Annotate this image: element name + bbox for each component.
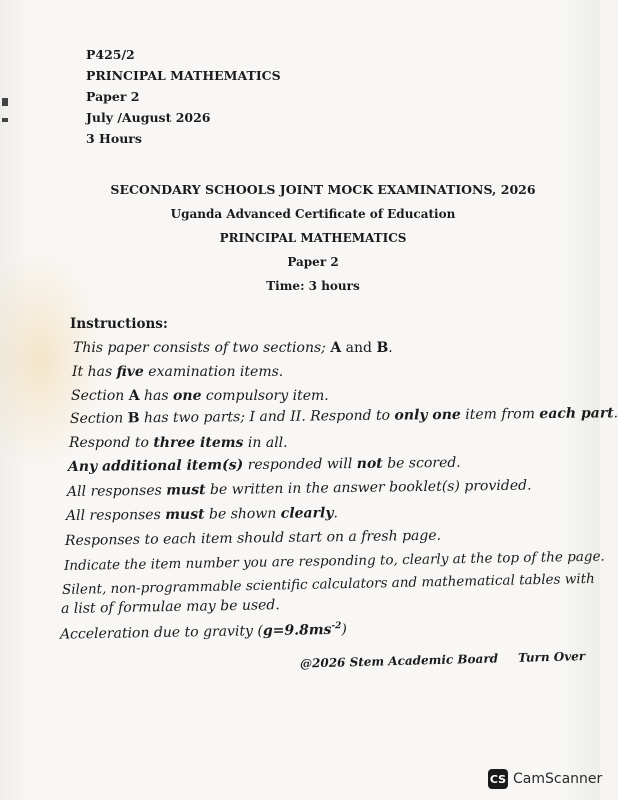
- instruction-item: This paper consists of two sections; A and B.: [73, 340, 393, 356]
- paper-header: [86, 44, 281, 149]
- turn-over-label: Turn Over: [517, 649, 586, 665]
- instruction-item: Section A has one compulsory item.: [71, 388, 329, 404]
- instruction-item: Section B has two parts; I and II. Respond to only one item from each part.: [69, 405, 618, 427]
- title-block: [0, 178, 600, 298]
- paper-code: P425/2: [86, 47, 135, 62]
- instruction-item: Any additional item(s) responded will not be scored.: [67, 454, 461, 475]
- instruction-item: Responses to each item should start on a fresh page.: [64, 527, 442, 549]
- camscanner-name: CamScanner: [513, 771, 603, 787]
- instruction-item: Indicate the item number you are responding to, clearly at the top of the page.: [63, 548, 605, 574]
- board-credit: @2026 Stem Academic Board: [299, 651, 499, 671]
- paper-subject: PRINCIPAL MATHEMATICS: [86, 68, 281, 83]
- paper-title: Paper 2: [287, 255, 339, 269]
- exam-title: SECONDARY SCHOOLS JOINT MOCK EXAMINATIONS, 2026: [110, 182, 536, 197]
- instruction-item: Respond to three items in all.: [69, 435, 288, 451]
- instruction-item: Silent, non-programmable scientific calculators and mathematical tables with: [61, 570, 595, 598]
- paper-duration: 3 Hours: [86, 131, 142, 146]
- instructions-heading: Instructions:: [70, 316, 168, 332]
- subject-title: PRINCIPAL MATHEMATICS: [219, 231, 407, 245]
- instruction-item: It has five examination items.: [72, 364, 284, 380]
- binding-mark: [2, 98, 8, 106]
- instruction-item: All responses must be written in the answer booklet(s) provided.: [66, 477, 532, 500]
- instruction-item: Acceleration due to gravity $(g=9.8ms^{-2})$: [59, 621, 348, 643]
- certificate-title: Uganda Advanced Certificate of Education: [170, 207, 456, 221]
- paper-session: July /August 2026: [86, 110, 211, 125]
- camscanner-watermark: [488, 769, 602, 789]
- instruction-item: All responses must be shown clearly.: [65, 505, 338, 524]
- binding-mark: [2, 118, 8, 122]
- camscanner-logo-icon: CS: [488, 769, 508, 789]
- time-allowed: Time: 3 hours: [266, 279, 360, 293]
- paper-number: Paper 2: [86, 89, 140, 104]
- instruction-item: a list of formulae may be used.: [60, 597, 280, 617]
